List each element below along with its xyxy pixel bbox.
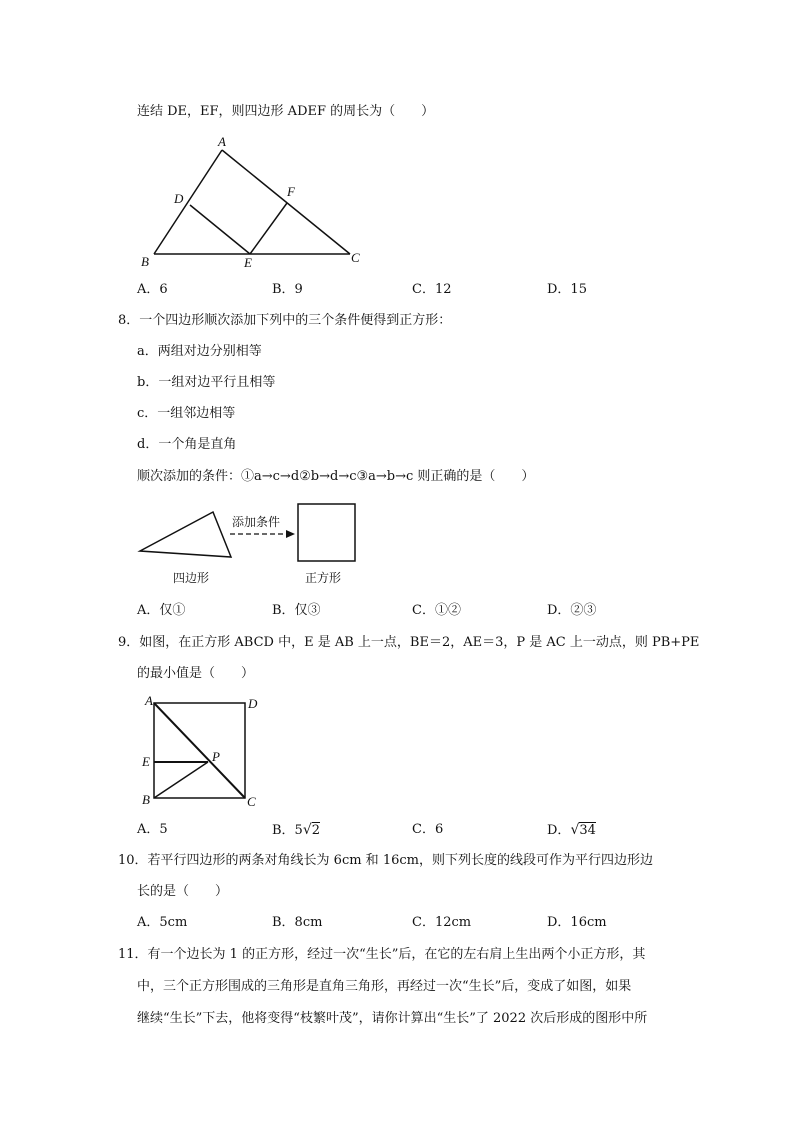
q8-condition-c: c．一组邻边相等 <box>137 406 236 421</box>
q8-square-caption: 正方形 <box>305 571 342 585</box>
q8-option-b: B．仅③ <box>272 603 321 618</box>
q7-label-d: D <box>174 191 184 206</box>
q11-stem-line1: 11．有一个边长为 1 的正方形，经过一次“生长”后，在它的左右肩上生出两个小正方形，其 <box>118 947 646 962</box>
q8-condition-a: a．两组对边分别相等 <box>137 344 262 359</box>
q7-label-c: C <box>351 250 360 265</box>
q10-option-a: A．5cm <box>137 915 188 930</box>
q9-option-b-radicand: 2 <box>311 823 321 838</box>
q7-label-e: E <box>244 255 252 270</box>
q7-label-f: F <box>287 184 295 199</box>
q8-condition-d: d．一个角是直角 <box>137 437 237 452</box>
q10-option-b: B．8cm <box>272 915 323 930</box>
q8-option-d: D．②③ <box>547 603 597 618</box>
q9-label-a: A <box>145 693 153 708</box>
q9-label-e: E <box>142 754 150 769</box>
q11-stem-line2: 中，三个正方形围成的三角形是直角三角形，再经过一次“生长”后，变成了如图，如果 <box>137 979 632 994</box>
q7-option-b: B．9 <box>272 282 303 297</box>
q7-label-a: A <box>218 134 226 149</box>
q10-option-c: C．12cm <box>412 915 472 930</box>
q10-stem-line2: 长的是（ ） <box>137 884 229 899</box>
q8-arrow-label: 添加条件 <box>232 515 281 529</box>
q9-stem-line2: 的最小值是（ ） <box>137 666 255 681</box>
q9-option-a: A．5 <box>137 822 168 837</box>
q7-stem-continuation: 连结 DE，EF，则四边形 ADEF 的周长为（ ） <box>137 104 435 119</box>
q8-option-c: C．①② <box>412 603 461 618</box>
q9-stem-line1: 9．如图，在正方形 ABCD 中，E 是 AB 上一点，BE＝2，AE＝3，P 是 AC 上一动点，则 PB+PE <box>118 635 700 650</box>
q9-label-p: P <box>212 749 220 764</box>
q9-label-d: D <box>248 696 258 711</box>
q9-option-c: C．6 <box>412 822 444 837</box>
q8-condition-b: b．一组对边平行且相等 <box>137 375 276 390</box>
q8-order-question: 顺次添加的条件：①a→c→d②b→d→c③a→b→c 则正确的是（ ） <box>137 469 535 484</box>
q7-option-c: C．12 <box>412 282 452 297</box>
q9-option-b: B．5√2 <box>272 822 321 838</box>
q10-option-d: D．16cm <box>547 915 607 930</box>
q9-option-d: D．√34 <box>547 822 596 838</box>
q8-stem: 8．一个四边形顺次添加下列中的三个条件便得到正方形： <box>118 313 452 328</box>
q10-stem-line1: 10．若平行四边形的两条对角线长为 6cm 和 16cm，则下列长度的线段可作为平行四边形边 <box>118 853 653 868</box>
q7-option-d: D．15 <box>547 282 587 297</box>
q8-option-a: A．仅① <box>137 603 186 618</box>
q9-label-c: C <box>247 794 256 809</box>
q11-stem-line3: 继续“生长”下去，他将变得“枝繁叶茂”，请你计算出“生长”了 2022 次后形成的图形中所 <box>137 1011 648 1026</box>
q7-option-a: A．6 <box>137 282 168 297</box>
q8-quad-caption: 四边形 <box>173 571 210 585</box>
sqrt-symbol: √ <box>570 822 580 838</box>
q9-label-b: B <box>142 792 150 807</box>
q9-option-d-radicand: 34 <box>579 823 596 838</box>
sqrt-symbol: √ <box>302 822 312 838</box>
q7-label-b: B <box>141 254 149 269</box>
